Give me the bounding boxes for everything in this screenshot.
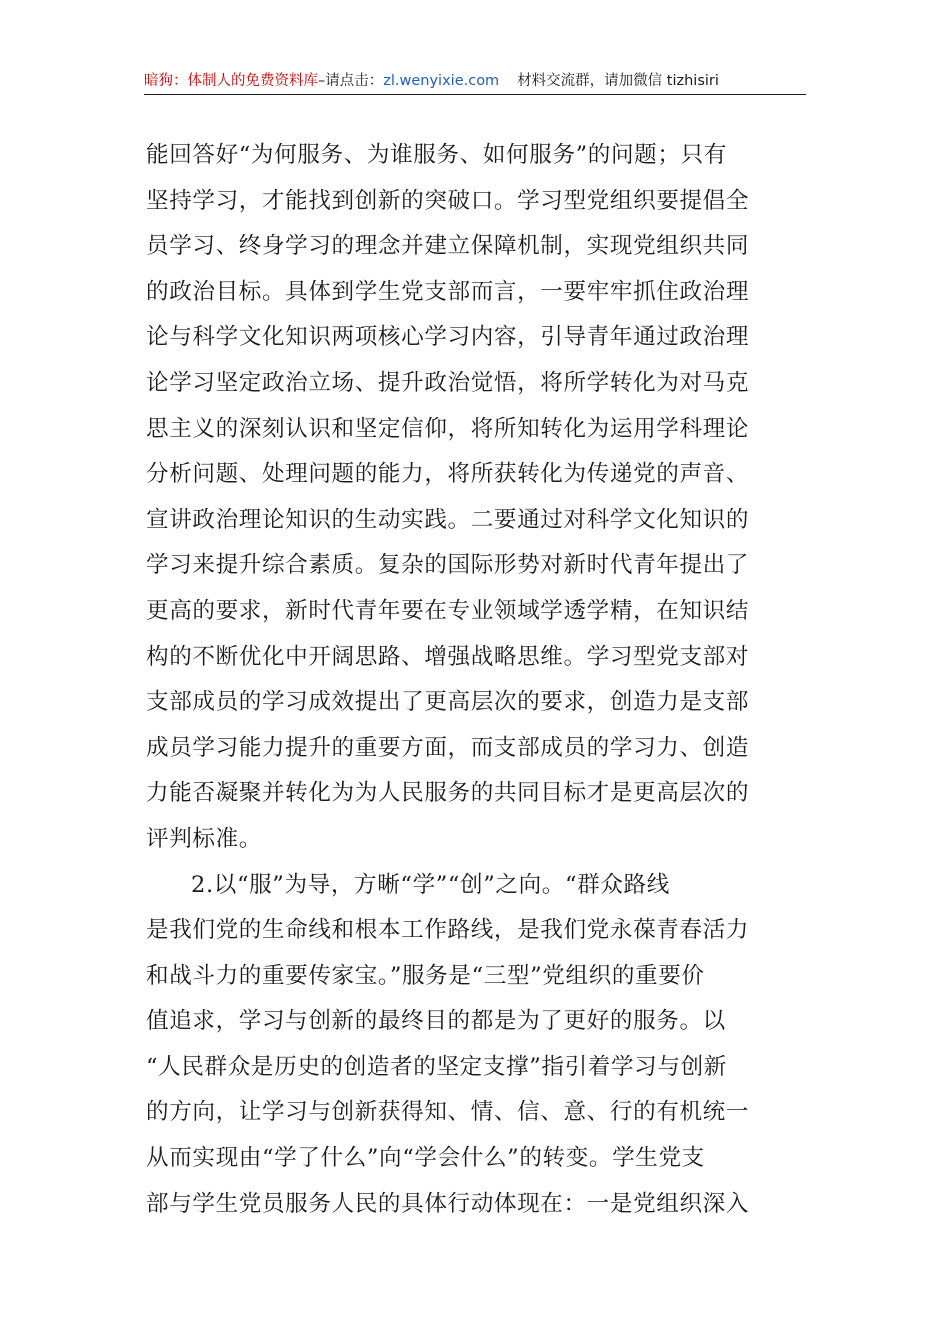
header-click-prompt: –请点击： — [318, 73, 384, 89]
text-line: 更高的要求，新时代青年要在专业领域学透学精，在知识结 — [146, 597, 750, 624]
text-line: 论与科学文化知识两项核心学习内容，引导青年通过政治理 — [146, 324, 750, 351]
header-brand: 暗狗：体制人的免费资料库 — [144, 73, 318, 89]
text-line: 评判标准。 — [146, 825, 262, 852]
text-line: 和战斗力的重要传家宝。”服务是“三型”党组织的重要价 — [146, 962, 705, 989]
text-line: 是我们党的生命线和根本工作路线，是我们党永葆青春活力 — [146, 917, 750, 944]
text-line: 论学习坚定政治立场、提升政治觉悟，将所学转化为对马克 — [146, 369, 750, 396]
text-line: 部与学生党员服务人民的具体行动体现在：一是党组织深入 — [146, 1190, 750, 1217]
text-line: “人民群众是历史的创造者的坚定支撑”指引着学习与创新 — [146, 1053, 727, 1080]
text-line: 值追求，学习与创新的最终目的都是为了更好的服务。以 — [146, 1008, 726, 1035]
text-line: 分析问题、处理问题的能力，将所获转化为传递党的声音、 — [146, 461, 750, 488]
text-line: 支部成员的学习成效提出了更高层次的要求，创造力是支部 — [146, 689, 750, 716]
paragraph — [146, 863, 810, 1228]
header-group-note: 材料交流群，请加微信 tizhisiri — [517, 73, 719, 89]
text-line: 宣讲政治理论知识的生动实践。二要通过对科学文化知识的 — [146, 506, 750, 533]
text-line: 力能否凝聚并转化为为人民服务的共同目标才是更高层次的 — [146, 780, 750, 807]
header-url-link[interactable]: zl.wenyixie.com — [383, 73, 500, 89]
text-line: 构的不断优化中开阔思路、增强战略思维。学习型党支部对 — [146, 643, 750, 670]
text-line: 能回答好“为何服务、为谁服务、如何服务”的问题；只有 — [146, 142, 727, 168]
paragraph — [146, 133, 810, 863]
document-body — [146, 133, 810, 1227]
text-line: 成员学习能力提升的重要方面，而支部成员的学习力、创造 — [146, 734, 750, 761]
header-divider — [144, 94, 806, 95]
text-line: 的方向，让学习与创新获得知、情、信、意、行的有机统一 — [146, 1099, 750, 1126]
text-line: 员学习、终身学习的理念并建立保障机制，实现党组织共同 — [146, 233, 750, 260]
text-line: 的政治目标。具体到学生党支部而言，一要牢牢抓住政治理 — [146, 278, 750, 305]
text-line: 学习来提升综合素质。复杂的国际形势对新时代青年提出了 — [146, 552, 750, 579]
text-line: 从而实现由“学了什么”向“学会什么”的转变。学生党支 — [146, 1145, 705, 1172]
text-line: 思主义的深刻认识和坚定信仰，将所知转化为运用学科理论 — [146, 415, 750, 442]
text-line: 2.以“服”为导，方晰“学”“创”之向。“群众路线 — [191, 871, 670, 898]
page-header — [144, 70, 806, 92]
text-line: 坚持学习，才能找到创新的突破口。学习型党组织要提倡全 — [146, 187, 750, 214]
